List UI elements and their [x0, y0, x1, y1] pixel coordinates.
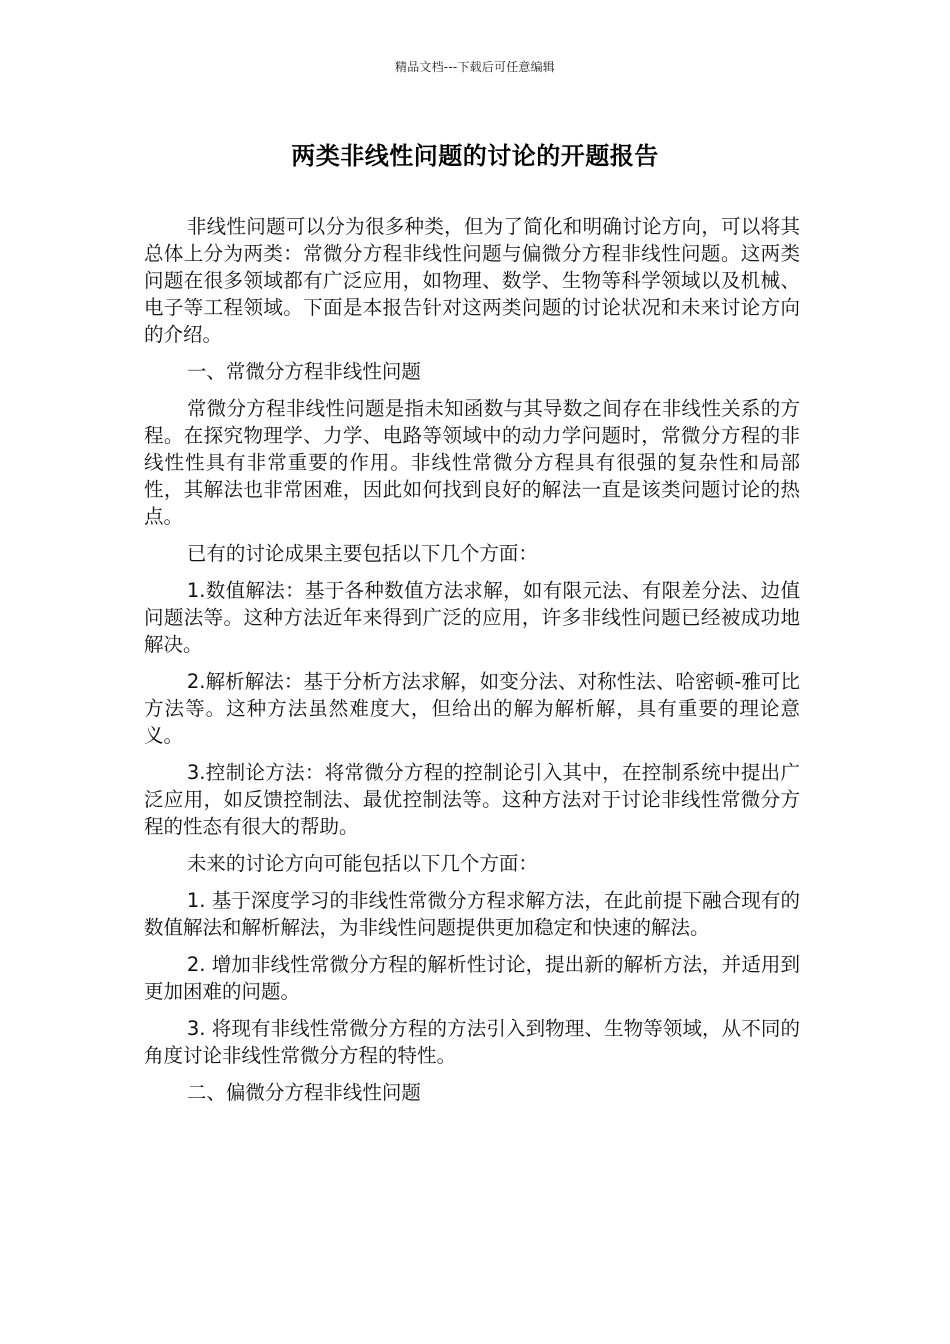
list-item-deep-learning: 1. 基于深度学习的非线性常微分方程求解方法，在此前提下融合现有的数值解法和解析解法，为非线性问题提供更加稳定和快速的解法。	[144, 889, 800, 939]
section-heading-ode: 一、常微分方程非线性问题	[186, 360, 421, 383]
existing-results-intro: 已有的讨论成果主要包括以下几个方面：	[186, 542, 538, 565]
ode-definition-paragraph: 常微分方程非线性问题是指未知函数与其导数之间存在非线性关系的方程。在探究物理学、力学、电路等领域中的动力学问题时，常微分方程的非线性性具有非常重要的作用。非线性常微分方程具有很强的复杂性和局部性，其解法也非常困难，因此如何找到良好的解法一直是该类问题讨论的热点。	[144, 397, 800, 528]
list-item-control-method: 3.控制论方法：将常微分方程的控制论引入其中，在控制系统中提出广泛应用，如反馈控制法、最优控制法等。这种方法对于讨论非线性常微分方程的性态有很大的帮助。	[144, 761, 800, 838]
list-item-analytical-method: 2.解析解法：基于分析方法求解，如变分法、对称性法、哈密顿-雅可比方法等。这种方法虽然难度大，但给出的解为解析解，具有重要的理论意义。	[144, 670, 800, 747]
page-header-note: 精品文档---下载后可任意编辑	[395, 60, 555, 74]
future-directions-intro: 未来的讨论方向可能包括以下几个方面：	[186, 852, 538, 875]
intro-paragraph: 非线性问题可以分为很多种类，但为了简化和明确讨论方向，可以将其总体上分为两类：常微分方程非线性问题与偏微分方程非线性问题。这两类问题在很多领域都有广泛应用，如物理、数学、生物等科学领域以及机械、电子等工程领域。下面是本报告针对这两类问题的讨论状况和未来讨论方向的介绍。	[144, 215, 800, 346]
list-item-cross-domain: 3. 将现有非线性常微分方程的方法引入到物理、生物等领域，从不同的角度讨论非线性常微分方程的特性。	[144, 1017, 800, 1067]
list-item-analytical-discussion: 2. 增加非线性常微分方程的解析性讨论，提出新的解析方法，并适用到更加困难的问题。	[144, 953, 800, 1003]
section-heading-pde: 二、偏微分方程非线性问题	[186, 1081, 421, 1104]
document-body	[144, 213, 800, 1116]
document-title: 两类非线性问题的讨论的开题报告	[291, 142, 659, 170]
list-item-numerical-method: 1.数值解法：基于各种数值方法求解，如有限元法、有限差分法、边值问题法等。这种方法近年来得到广泛的应用，许多非线性问题已经被成功地解决。	[144, 579, 800, 656]
